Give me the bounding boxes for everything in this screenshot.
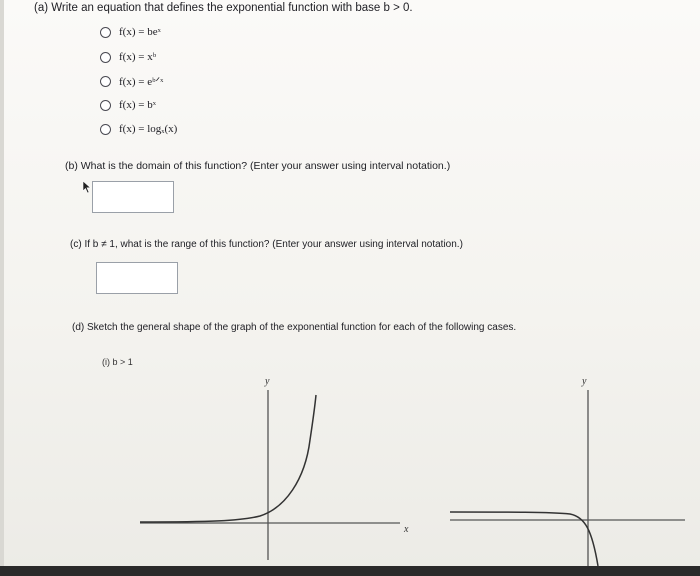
option-4-label: f(x) = bˣ (119, 99, 156, 111)
case-i-label: (i) b > 1 (102, 357, 133, 367)
radio-unselected-icon[interactable] (100, 76, 111, 87)
radio-unselected-icon[interactable] (100, 27, 111, 38)
radio-unselected-icon[interactable] (100, 100, 111, 111)
radio-unselected-icon[interactable] (100, 124, 111, 135)
option-2-label: f(x) = xᵇ (119, 51, 157, 63)
exponential-curve (140, 395, 316, 522)
mouse-pointer-icon (82, 180, 92, 194)
option-1-label: f(x) = beˣ (119, 26, 161, 38)
y-axis-label: y (582, 376, 587, 387)
option-4[interactable] (100, 99, 156, 111)
option-3[interactable] (100, 75, 163, 88)
domain-answer-input[interactable] (92, 181, 174, 213)
y-axis-label: y (265, 376, 270, 387)
option-5-label: f(x) = logₓ(x) (119, 123, 178, 135)
part-d-question: (d) Sketch the general shape of the graph of the exponential function for each of the following cases. (72, 322, 517, 333)
option-2[interactable] (100, 51, 156, 63)
part-b-question: (b) What is the domain of this function? (Enter your answer using interval notation.) (65, 160, 451, 172)
part-a-question: (a) Write an equation that defines the exponential function with base b > 0. (34, 2, 413, 14)
option-3-label: f(x) = eᵇᐟˣ (119, 76, 164, 88)
range-answer-input[interactable] (96, 262, 178, 294)
part-c-question: (c) If b ≠ 1, what is the range of this function? (Enter your answer using interval notation.) (70, 239, 463, 250)
option-1[interactable] (100, 26, 161, 38)
graph-left[interactable] (120, 370, 420, 560)
radio-unselected-icon[interactable] (100, 52, 111, 63)
graph-right[interactable] (440, 370, 700, 566)
option-5[interactable] (100, 123, 177, 135)
bottom-frame-edge (0, 566, 700, 576)
x-axis-label: x (404, 524, 409, 535)
page-left-edge (0, 0, 4, 576)
